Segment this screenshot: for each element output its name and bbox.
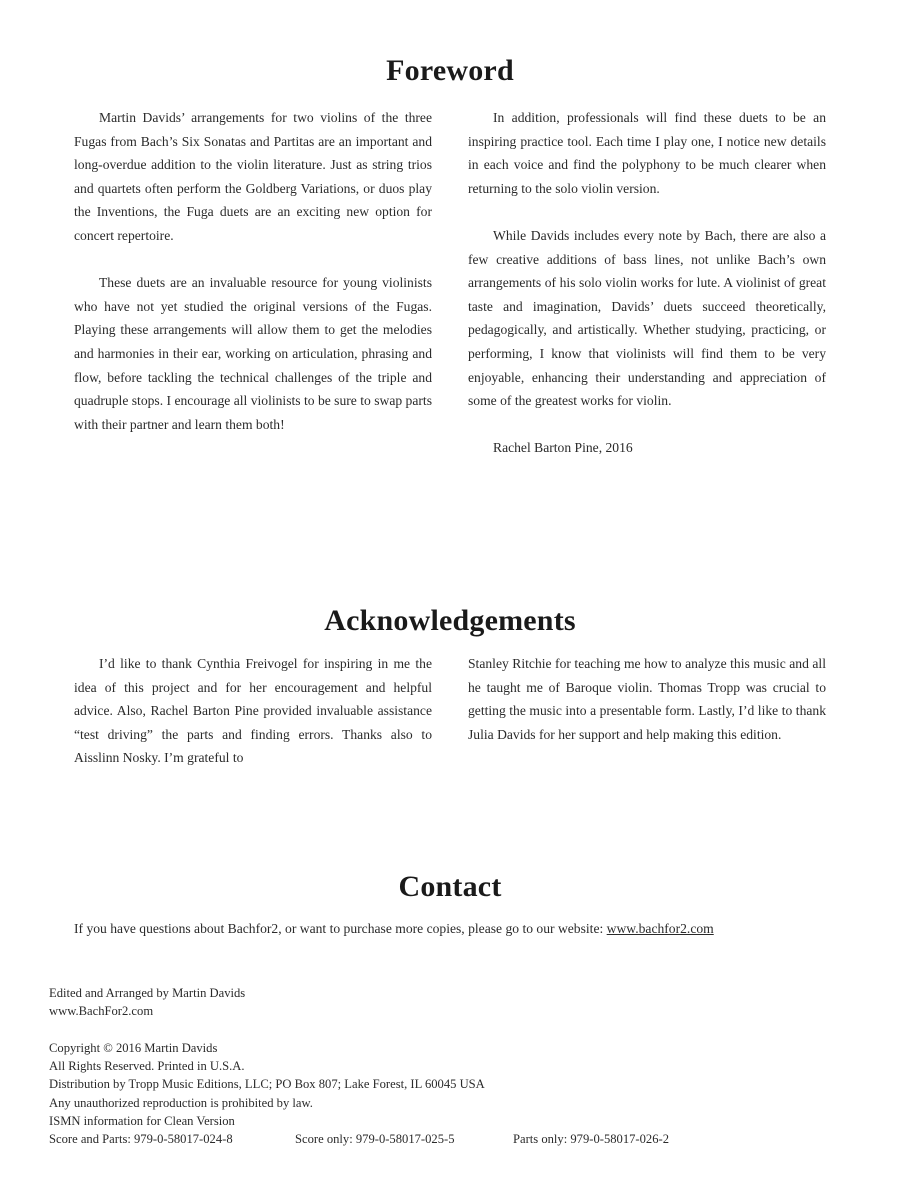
acknowledgements-title: Acknowledgements	[324, 604, 576, 637]
foreword-left-column	[74, 106, 432, 436]
distribution: Distribution by Tropp Music Editions, LLC; PO Box 807; Lake Forest, IL 60045 USA	[49, 1077, 485, 1092]
foreword-right-column	[468, 106, 826, 460]
foreword-paragraph: These duets are an invaluable resource for young violinists who have not yet studied the original versions of the Fugas. Playing these arrangements will allow them to get the melodies and harmonies in their ear, working on articulation, phrasing and flow, before tackling the technical challenges of the triple and quadruple stops. I encourage all violinists to be sure to swap parts with their partner and learn them both!	[74, 275, 432, 432]
ismn-parts-only: Parts only: 979-0-58017-026-2	[513, 1132, 670, 1147]
contact-line	[74, 917, 854, 940]
rights: All Rights Reserved. Printed in U.S.A.	[49, 1059, 245, 1074]
foreword-paragraph: Martin Davids’ arrangements for two violins of the three Fugas from Bach’s Six Sonatas and Partitas are an important and long-overdue addition to the violin literature. Just as string trios and quartets often perform the Goldberg Variations, or duos play the Inventions, the Fuga duets are an exciting new option for concert repertoire.	[74, 110, 432, 243]
ismn-score-and-parts: Score and Parts: 979-0-58017-024-8	[49, 1132, 233, 1147]
contact-title: Contact	[398, 870, 502, 903]
colophon-copyright	[49, 1039, 669, 1148]
foreword-signature: Rachel Barton Pine, 2016	[493, 440, 633, 456]
ismn-header: ISMN information for Clean Version	[49, 1113, 235, 1128]
ismn-row	[49, 1130, 669, 1148]
foreword-paragraph: In addition, professionals will find these duets to be an inspiring practice tool. Each time I play one, I notice new details in each voice and find the polyphony to be much clearer when returning to the solo violin version.	[468, 110, 826, 196]
acknowledgements-left-column	[74, 652, 432, 770]
ismn-score-only: Score only: 979-0-58017-025-5	[295, 1132, 455, 1147]
acknowledgements-right-column	[468, 652, 826, 746]
edited-by: Edited and Arranged by Martin Davids	[49, 986, 246, 1000]
website-text: www.BachFor2.com	[49, 1004, 154, 1019]
foreword-paragraph: While Davids includes every note by Bach, there are also a few creative additions of bass lines, not unlike Bach’s own arrangements of his solo violin works for lute. A violinist of great taste and imagination, Davids’ duets succeed theoretically, pedagogically, and artistically. Whether studying, practicing, or performing, I know that violinists will find them to be very enjoyable, enhancing their understanding and appreciation of some of the greatest works for violin.	[468, 227, 826, 409]
colophon-credits	[49, 984, 245, 1020]
website-link[interactable]: www.bachfor2.com	[606, 921, 714, 936]
acknowledgements-text: Stanley Ritchie for teaching me how to analyze this music and all he taught me of Baroque violin. Thomas Tropp was crucial to getting the music into a presentable form. Lastly, I’d like to thank Julia Davids for her support and help making this edition.	[468, 656, 826, 742]
contact-text: If you have questions about Bachfor2, or want to purchase more copies, please go to our website:	[74, 921, 607, 936]
copyright: Copyright © 2016 Martin Davids	[49, 1041, 218, 1055]
acknowledgements-text: I’d like to thank Cynthia Freivogel for inspiring in me the idea of this project and for her encouragement and helpful advice. Also, Rachel Barton Pine provided invaluable assistance “test driving” the parts and finding errors. Thanks also to Aisslinn Nosky. I’m grateful to	[74, 656, 432, 766]
unauthorized-notice: Any unauthorized reproduction is prohibited by law.	[49, 1095, 313, 1110]
foreword-title: Foreword	[386, 54, 514, 87]
